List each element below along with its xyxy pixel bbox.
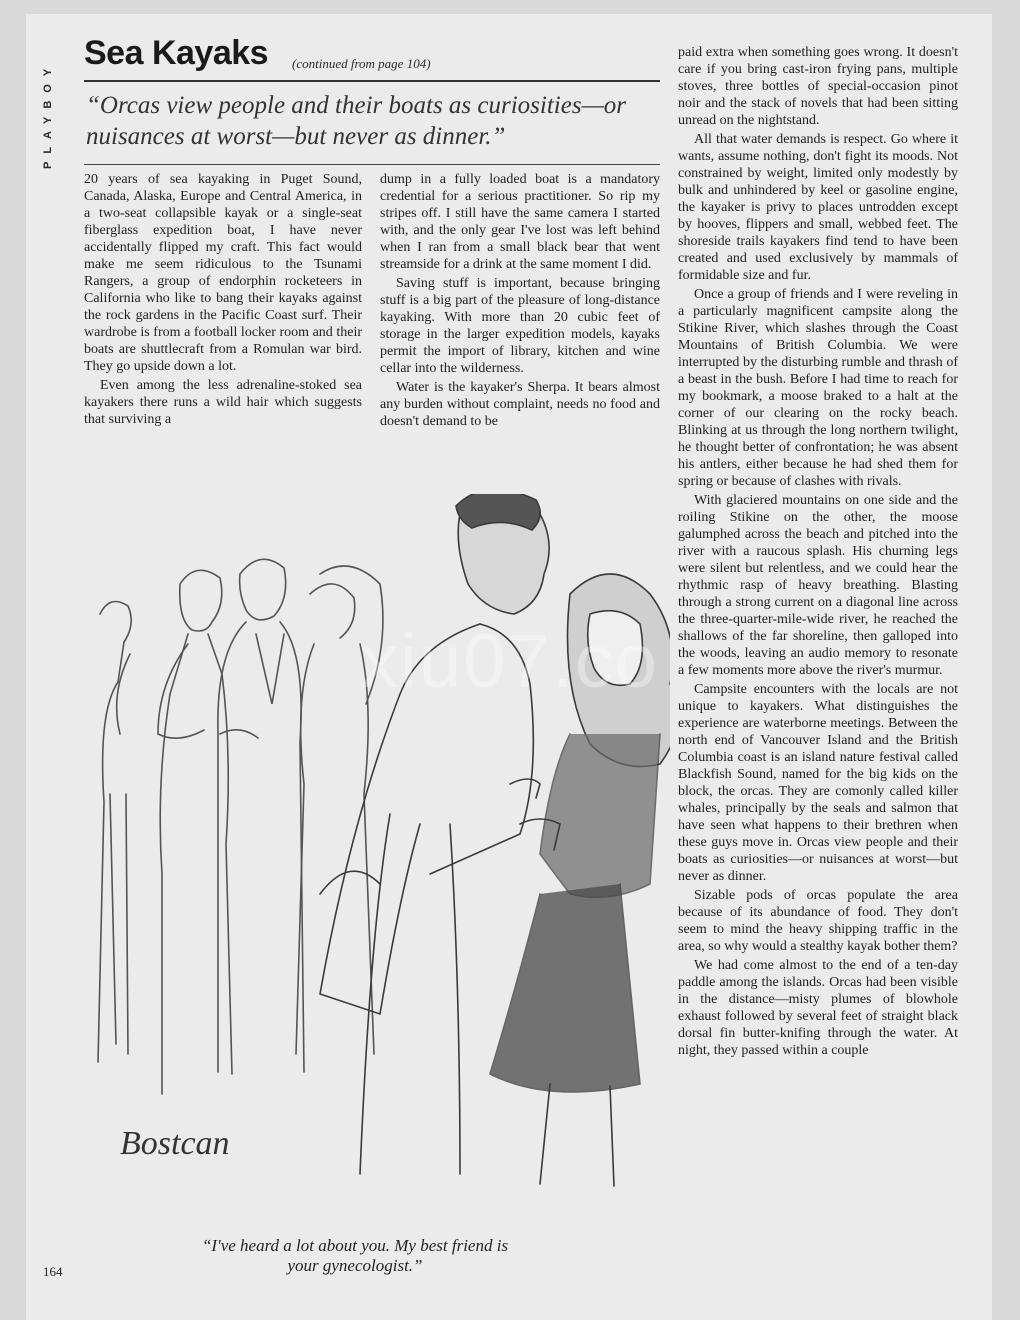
paragraph: paid extra when something goes wrong. It doesn't care if you bring cast-iron frying pans, multiple stoves, three bottles of special-occasion pinot noir and the stack of novels that had been sitting unread on the nightstand. bbox=[678, 45, 958, 128]
paragraph: Even among the less adrenaline-stoked sea kayakers there runs a wild hair which suggests that surviving a bbox=[84, 378, 362, 427]
paragraph: Once a group of friends and I were reveling in a particularly magnificent campsite along the Stikine River, which slashes through the Coast Mountains of British Columbia. We were interrupted by the disturbing rumble and thrash of a beast in the bush. Before I had time to reach for my bookmark, a moose braked to a halt at the corner of our clearing on the rocky beach. Blinking at us through the long northern twilight, he thought better of confrontation; he was absent his antlers, either because he had shed them for spring or because of clashes with rivals. bbox=[678, 287, 958, 489]
column-1 bbox=[84, 171, 362, 430]
page-number: 164 bbox=[43, 1264, 63, 1279]
caption-line: “I've heard a lot about you. My best friend is bbox=[201, 1236, 509, 1255]
paragraph: We had come almost to the end of a ten-day paddle among the islands. Orcas had been visible in the distance—misty plumes of blowhole exhaust followed by several feet of straight black dorsal fin butter-knifing through the water. At night, they passed within a couple bbox=[678, 958, 958, 1058]
artist-signature: Bostcan bbox=[120, 1125, 230, 1162]
paragraph: Water is the kayaker's Sherpa. It bears almost any burden without complaint, needs no food and doesn't demand to be bbox=[380, 380, 660, 429]
watermark: xiu07.co bbox=[360, 619, 660, 704]
column-2 bbox=[380, 171, 660, 432]
cartoon-caption bbox=[140, 1236, 570, 1276]
pull-quote-rule bbox=[84, 164, 660, 165]
paragraph: With glaciered mountains on one side and the roiling Stikine on the other, the moose galumphed across the beach and pitched into the river with a raucous splash. His churning legs were silent but relentless, and we could hear the rhythmic rasp of heavy breathing. Blasting through a strong current on a diagonal line across the three-quarter-mile-wide river, he reached the shallows of the far shoreline, then galloped into the woods, leaving an audio memory to resonate a few moments more above the river's murmur. bbox=[678, 493, 958, 678]
paragraph: Campsite encounters with the locals are not unique to kayakers. What distinguishes the experience are waterborne meetings. Between the north end of Vancouver Island and the British Columbia coast is an island nature festival called Blackfish Sound, named for the big kids on the block, the orcas. They are comonly called killer whales, principally by the seals and salmon that have seen what happens to their brethren when these guys move in. Orcas view people and their boats as curiosities—or nuisances at worst—but never as dinner. bbox=[678, 682, 958, 884]
pull-quote: “Orcas view people and their boats as curiosities—or nuisances at worst—but never as dinner.” bbox=[86, 92, 627, 150]
caption-line: your gynecologist.” bbox=[287, 1256, 423, 1275]
paragraph: All that water demands is respect. Go where it wants, assume nothing, don't fight its moods. Not constrained by weight, limited only modestly by bulk and unhindered by keel or gasoline engine, the kayaker is privy to places untrodden except by hooves, flippers and small, webbed feet. The shoreside trails kayakers find tend to have been created and used exclusively by mammals of formidable size and fur. bbox=[678, 132, 958, 283]
paragraph: Sizable pods of orcas populate the area because of its abundance of food. They don't seem to mind the heavy shipping traffic in the area, so why would a stealthy kayak bother them? bbox=[678, 888, 958, 954]
paragraph: Saving stuff is important, because bringing stuff is a big part of the pleasure of long-distance kayaking. With more than 20 cubic feet of storage in the larger expedition models, kayaks permit the import of library, kitchen and wine cellar into the wilderness. bbox=[380, 276, 660, 376]
woman-figure bbox=[490, 574, 670, 1186]
crowd-figures bbox=[98, 559, 383, 1094]
title-rule bbox=[84, 80, 660, 82]
magazine-name: PLAYBOY bbox=[42, 60, 54, 170]
continued-note: (continued from page 104) bbox=[292, 56, 431, 71]
cartoon-illustration bbox=[70, 494, 670, 1194]
paragraph: 20 years of sea kayaking in Puget Sound, Canada, Alaska, Europe and Central America, in a two-seat collapsible kayak or a single-seat fiberglass expedition boat, I have never accidentally flipped my craft. This fact would make me seem ridiculous to the Tsunami Rangers, a group of endorphin rocketeers in California who like to bang their kayaks against the rock gardens in the Pacific Coast surf. Their wardrobe is from a football locker room and their boats are shuttlecraft from a Romulan war bird. They go upside down a lot. bbox=[84, 172, 362, 374]
paragraph: dump in a fully loaded boat is a mandatory credential for a serious practitioner. So rip my stripes off. I still have the same camera I started with, and the only gear I've lost was left behind when I ran from a small black bear that went streamside for a drink at the same moment I did. bbox=[380, 172, 660, 272]
article-title: Sea Kayaks bbox=[84, 34, 269, 72]
column-3 bbox=[678, 44, 958, 1061]
